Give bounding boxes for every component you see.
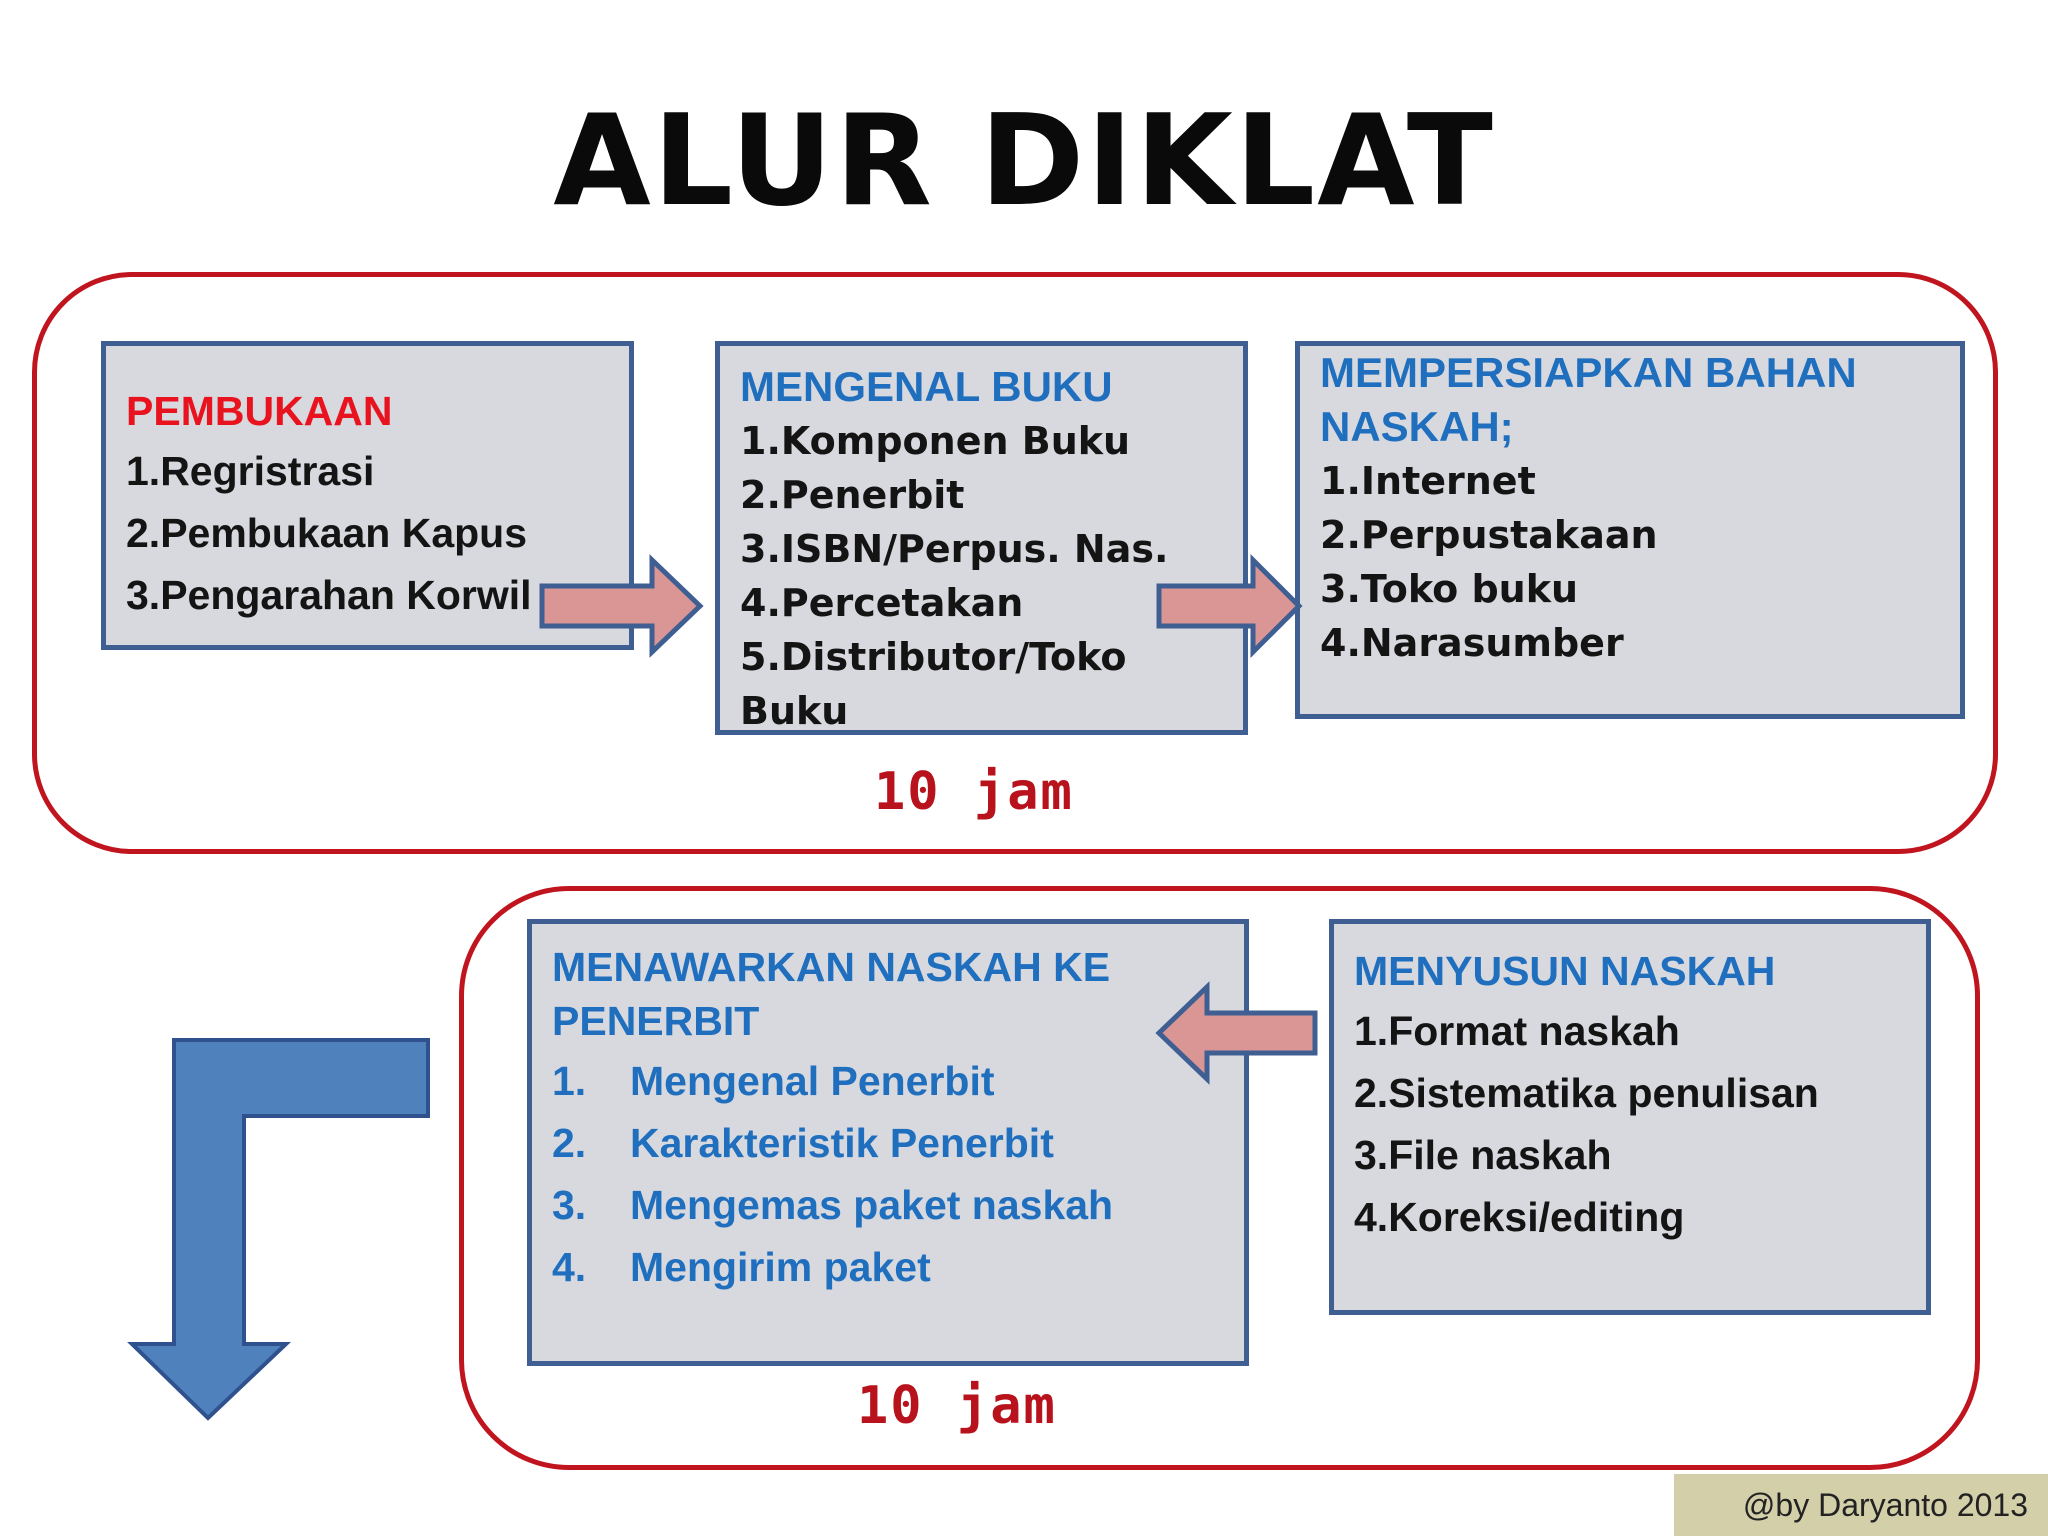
list-item-text: Karakteristik Penerbit [630,1120,1054,1166]
list-item [552,1178,1224,1232]
list-item-text: Mengenal Penerbit [630,1058,995,1104]
step-pembukaan-heading: PEMBUKAAN [126,388,393,434]
list-item [552,1240,1224,1294]
list-item: 2.Perpustakaan [1320,513,1658,557]
list-item-number: 3. [552,1182,587,1228]
step-menawarkan-naskah [527,919,1249,1366]
step-menyusun-naskah [1329,919,1931,1315]
list-item: 2.Pembukaan Kapus [126,510,528,556]
list-item-number: 1. [552,1058,587,1104]
step-menawarkan-list [552,1054,1224,1294]
step-mengenal-buku [715,341,1248,735]
list-item: 3.ISBN/Perpus. Nas. [740,527,1169,571]
list-item: 1.Format naskah [1354,1008,1680,1054]
right-arrow-icon [540,558,704,654]
list-item: 5.Distributor/Toko Buku [740,635,1127,733]
list-item: 2.Sistematika penulisan [1354,1070,1819,1116]
list-item-number: 4. [552,1244,587,1290]
duration-label-bottom: 10 jam [857,1376,1057,1436]
step-pembukaan-list [126,444,609,622]
list-item: 4.Percetakan [740,581,1024,625]
list-item [552,1116,1224,1170]
step-menyusun-heading: MENYUSUN NASKAH [1354,948,1776,994]
list-item: 1.Regristrasi [126,448,375,494]
list-item: 4.Narasumber [1320,621,1624,665]
list-item: 3.Pengarahan Korwil [126,572,532,618]
right-arrow-icon [1157,558,1303,654]
step-mempersiapkan-list [1320,454,1940,670]
list-item: 4.Koreksi/editing [1354,1194,1685,1240]
list-item-text: Mengirim paket [630,1244,931,1290]
step-menawarkan-heading: MENAWARKAN NASKAH KE PENERBIT [552,944,1111,1044]
list-item: 2.Penerbit [740,473,965,517]
step-menyusun-list [1354,1004,1906,1244]
list-item-text: Mengemas paket naskah [630,1182,1114,1228]
list-item: 1.Internet [1320,459,1536,503]
list-item: 3.File naskah [1354,1132,1612,1178]
list-item: 1.Komponen Buku [740,419,1131,463]
list-item-number: 2. [552,1120,587,1166]
list-item: 3.Toko buku [1320,567,1579,611]
step-mengenal-buku-list [740,414,1223,735]
duration-label-top: 10 jam [874,762,1074,822]
page-title: ALUR DIKLAT [553,87,1495,234]
list-item [552,1054,1224,1108]
bent-down-arrow-icon [128,1036,432,1422]
step-mengenal-buku-heading: MENGENAL BUKU [740,363,1113,410]
credit-footer: @by Daryanto 2013 [1674,1474,2048,1536]
step-mempersiapkan-bahan [1295,341,1965,719]
left-arrow-icon [1155,985,1317,1081]
step-mempersiapkan-heading: MEMPERSIAPKAN BAHAN NASKAH; [1320,349,1857,450]
